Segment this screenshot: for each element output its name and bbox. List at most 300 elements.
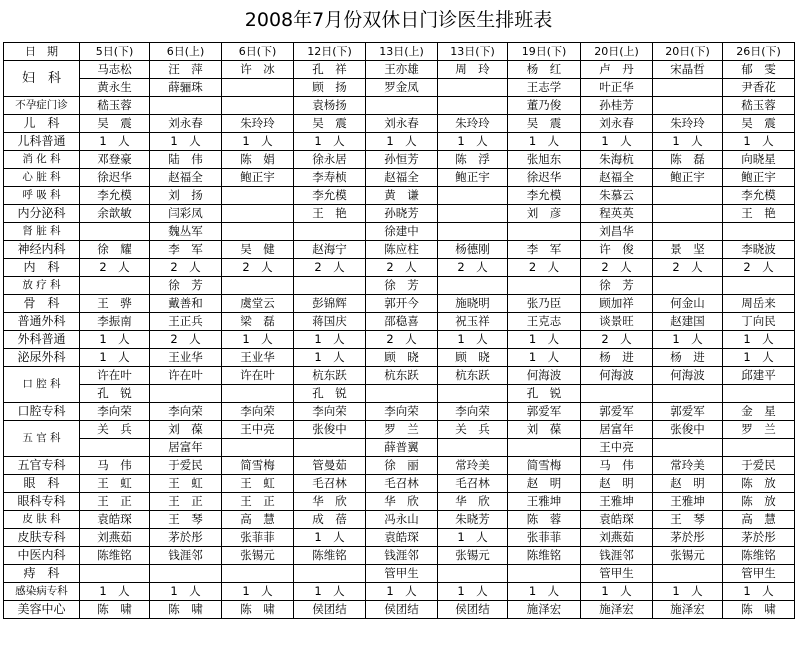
doctor-cell (653, 97, 723, 115)
doctor-cell: 鲍正宇 (653, 169, 723, 187)
doctor-cell: 嵇玉蓉 (80, 97, 150, 115)
department-name: 肾 脏 科 (4, 223, 80, 241)
table-row (4, 205, 795, 223)
doctor-cell: 毛召林 (294, 475, 366, 493)
doctor-cell: 简雪梅 (508, 457, 581, 475)
doctor-cell: 陈维铭 (294, 547, 366, 565)
doctor-cell: 1 人 (294, 583, 366, 601)
doctor-cell (294, 277, 366, 295)
doctor-cell: 1 人 (581, 133, 653, 151)
department-name: 神经内科 (4, 241, 80, 259)
doctor-cell: 吴 震 (294, 115, 366, 133)
doctor-cell: 钱涯邻 (581, 547, 653, 565)
doctor-cell (150, 385, 222, 403)
doctor-cell (723, 277, 795, 295)
doctor-cell: 侯团结 (366, 601, 438, 619)
doctor-cell: 向晓星 (723, 151, 795, 169)
doctor-cell: 2 人 (438, 259, 508, 277)
doctor-cell: 程英英 (581, 205, 653, 223)
department-name: 泌尿外科 (4, 349, 80, 367)
department-name: 普通外科 (4, 313, 80, 331)
doctor-cell: 孔 锐 (80, 385, 150, 403)
doctor-cell: 张锡元 (653, 547, 723, 565)
doctor-cell: 孙晓芳 (366, 205, 438, 223)
doctor-cell: 关 兵 (80, 421, 150, 439)
doctor-cell: 2 人 (80, 259, 150, 277)
doctor-cell: 2 人 (653, 259, 723, 277)
doctor-cell: 周岳来 (723, 295, 795, 313)
doctor-cell: 许在叶 (80, 367, 150, 385)
doctor-cell: 何海波 (581, 367, 653, 385)
doctor-cell: 顾 扬 (294, 79, 366, 97)
doctor-cell (222, 439, 294, 457)
doctor-cell: 2 人 (581, 259, 653, 277)
doctor-cell: 王克志 (508, 313, 581, 331)
doctor-cell: 鲍正宇 (438, 169, 508, 187)
doctor-cell: 1 人 (653, 133, 723, 151)
doctor-cell: 2 人 (581, 331, 653, 349)
department-name: 眼科专科 (4, 493, 80, 511)
doctor-cell: 虞堂云 (222, 295, 294, 313)
doctor-cell: 薛骊珠 (150, 79, 222, 97)
doctor-cell: 李允模 (80, 187, 150, 205)
doctor-cell: 徐迟华 (508, 169, 581, 187)
doctor-cell: 刘 葆 (150, 421, 222, 439)
doctor-cell: 王业华 (222, 349, 294, 367)
department-name: 五 官 科 (4, 421, 80, 457)
doctor-cell (294, 565, 366, 583)
doctor-cell (438, 439, 508, 457)
doctor-cell: 张俊中 (294, 421, 366, 439)
table-row (4, 115, 795, 133)
doctor-cell: 郭爱军 (581, 403, 653, 421)
header-date: 6日(下) (222, 43, 294, 61)
doctor-cell: 1 人 (150, 583, 222, 601)
department-name: 中医内科 (4, 547, 80, 565)
doctor-cell: 华 欣 (294, 493, 366, 511)
doctor-cell: 赵 明 (581, 475, 653, 493)
doctor-cell: 1 人 (438, 133, 508, 151)
doctor-cell: 梁 磊 (222, 313, 294, 331)
doctor-cell (653, 277, 723, 295)
doctor-cell: 陈维铭 (723, 547, 795, 565)
doctor-cell: 张旭东 (508, 151, 581, 169)
doctor-cell: 吴 震 (80, 115, 150, 133)
table-row (4, 259, 795, 277)
doctor-cell: 马 伟 (581, 457, 653, 475)
doctor-cell: 2 人 (366, 259, 438, 277)
doctor-cell: 嵇玉蓉 (723, 97, 795, 115)
doctor-cell: 杨德刚 (438, 241, 508, 259)
doctor-cell: 茅於彤 (653, 529, 723, 547)
table-row (4, 367, 795, 385)
doctor-cell: 朱玲玲 (438, 115, 508, 133)
doctor-cell: 2 人 (150, 259, 222, 277)
doctor-cell: 陈 放 (723, 475, 795, 493)
doctor-cell: 王志学 (508, 79, 581, 97)
doctor-cell: 1 人 (653, 583, 723, 601)
doctor-cell: 王雅坤 (581, 493, 653, 511)
doctor-cell: 王正兵 (150, 313, 222, 331)
doctor-cell: 1 人 (366, 133, 438, 151)
doctor-cell: 张菲菲 (222, 529, 294, 547)
doctor-cell: 汪 萍 (150, 61, 222, 79)
department-name: 消 化 科 (4, 151, 80, 169)
doctor-cell: 1 人 (294, 349, 366, 367)
department-name: 眼 科 (4, 475, 80, 493)
doctor-cell: 赵海宁 (294, 241, 366, 259)
table-row (4, 565, 795, 583)
doctor-cell (653, 79, 723, 97)
doctor-cell: 1 人 (294, 529, 366, 547)
doctor-cell: 陈应柱 (366, 241, 438, 259)
table-row (4, 403, 795, 421)
department-name: 外科普通 (4, 331, 80, 349)
doctor-cell (723, 223, 795, 241)
page-title: 2008年7月份双休日门诊医生排班表 (244, 9, 553, 31)
doctor-cell: 杭东跃 (294, 367, 366, 385)
doctor-cell: 管甲生 (366, 565, 438, 583)
doctor-cell (438, 97, 508, 115)
department-name: 呼 吸 科 (4, 187, 80, 205)
table-row (4, 79, 795, 97)
table-row (4, 169, 795, 187)
doctor-cell: 1 人 (222, 583, 294, 601)
table-row (4, 241, 795, 259)
doctor-cell: 许 冰 (222, 61, 294, 79)
department-name: 心 脏 科 (4, 169, 80, 187)
header-date: 26日(下) (723, 43, 795, 61)
doctor-cell (508, 565, 581, 583)
table-row (4, 223, 795, 241)
doctor-cell: 马 伟 (80, 457, 150, 475)
doctor-cell: 王亦雄 (366, 61, 438, 79)
doctor-cell: 成 蓓 (294, 511, 366, 529)
doctor-cell: 徐 耀 (80, 241, 150, 259)
doctor-cell (508, 439, 581, 457)
doctor-cell: 邵稳喜 (366, 313, 438, 331)
table-row (4, 349, 795, 367)
doctor-cell: 冯永山 (366, 511, 438, 529)
doctor-cell: 余歆敏 (80, 205, 150, 223)
table-row (4, 385, 795, 403)
doctor-cell: 高 慧 (222, 511, 294, 529)
doctor-cell (438, 79, 508, 97)
doctor-cell (222, 97, 294, 115)
doctor-cell: 张锡元 (222, 547, 294, 565)
doctor-cell: 茅於彤 (723, 529, 795, 547)
doctor-cell: 2 人 (222, 259, 294, 277)
doctor-cell: 李寿桢 (294, 169, 366, 187)
doctor-cell (222, 187, 294, 205)
doctor-cell: 陈 放 (723, 493, 795, 511)
doctor-cell (723, 439, 795, 457)
doctor-cell: 顾 晓 (366, 349, 438, 367)
doctor-cell: 黄 谦 (366, 187, 438, 205)
doctor-cell (438, 565, 508, 583)
doctor-cell: 1 人 (723, 583, 795, 601)
doctor-cell: 陈 蓉 (508, 511, 581, 529)
doctor-cell: 蒋国庆 (294, 313, 366, 331)
doctor-cell: 1 人 (294, 133, 366, 151)
doctor-cell: 王 骅 (80, 295, 150, 313)
doctor-cell: 刘燕茹 (581, 529, 653, 547)
doctor-cell (222, 385, 294, 403)
doctor-cell (294, 439, 366, 457)
doctor-cell: 侯团结 (294, 601, 366, 619)
doctor-cell: 徐 芳 (150, 277, 222, 295)
doctor-cell (80, 565, 150, 583)
doctor-cell (438, 385, 508, 403)
doctor-cell (150, 565, 222, 583)
doctor-cell: 孙桂芳 (581, 97, 653, 115)
doctor-cell: 1 人 (366, 583, 438, 601)
doctor-cell (653, 439, 723, 457)
doctor-cell: 徐建中 (366, 223, 438, 241)
doctor-cell: 李向荣 (294, 403, 366, 421)
doctor-cell: 魏丛军 (150, 223, 222, 241)
doctor-cell: 侯团结 (438, 601, 508, 619)
doctor-cell: 1 人 (294, 331, 366, 349)
doctor-cell: 朱海杭 (581, 151, 653, 169)
doctor-cell: 何海波 (508, 367, 581, 385)
doctor-cell: 王 琴 (150, 511, 222, 529)
table-row (4, 187, 795, 205)
table-row (4, 457, 795, 475)
doctor-cell: 赵 明 (653, 475, 723, 493)
doctor-cell: 郭爱军 (508, 403, 581, 421)
doctor-cell: 1 人 (723, 133, 795, 151)
doctor-cell (150, 97, 222, 115)
doctor-cell: 赵福全 (581, 169, 653, 187)
doctor-cell (581, 385, 653, 403)
doctor-cell (80, 439, 150, 457)
doctor-cell: 2 人 (294, 259, 366, 277)
table-row (4, 475, 795, 493)
doctor-cell: 黄永生 (80, 79, 150, 97)
doctor-cell: 王雅坤 (653, 493, 723, 511)
doctor-cell: 郭爱军 (653, 403, 723, 421)
doctor-cell: 赵福全 (150, 169, 222, 187)
doctor-cell: 许在叶 (222, 367, 294, 385)
doctor-cell: 王 艳 (723, 205, 795, 223)
doctor-cell: 2 人 (723, 259, 795, 277)
doctor-cell: 戴善和 (150, 295, 222, 313)
doctor-cell (508, 277, 581, 295)
doctor-cell: 1 人 (438, 331, 508, 349)
doctor-cell: 徐永居 (294, 151, 366, 169)
doctor-cell: 谈景旺 (581, 313, 653, 331)
doctor-cell: 吴 震 (508, 115, 581, 133)
doctor-cell: 李向荣 (438, 403, 508, 421)
doctor-cell: 鲍正宇 (723, 169, 795, 187)
doctor-cell: 王 正 (150, 493, 222, 511)
department-name: 美容中心 (4, 601, 80, 619)
doctor-cell: 尹香花 (723, 79, 795, 97)
doctor-cell: 杨 进 (653, 349, 723, 367)
doctor-cell: 赵福全 (366, 169, 438, 187)
doctor-cell: 居富年 (581, 421, 653, 439)
doctor-cell: 毛召林 (438, 475, 508, 493)
doctor-cell (222, 223, 294, 241)
department-name: 口腔专科 (4, 403, 80, 421)
department-name: 五官专科 (4, 457, 80, 475)
doctor-cell: 陈 浮 (438, 151, 508, 169)
doctor-cell: 张菲菲 (508, 529, 581, 547)
doctor-cell: 陈维铭 (80, 547, 150, 565)
department-name: 放 疗 科 (4, 277, 80, 295)
department-name: 皮 肤 科 (4, 511, 80, 529)
doctor-cell: 陈 啸 (80, 601, 150, 619)
doctor-cell: 景 坚 (653, 241, 723, 259)
doctor-cell: 何金山 (653, 295, 723, 313)
doctor-cell: 李 军 (150, 241, 222, 259)
schedule-table (3, 42, 795, 619)
doctor-cell: 袁杨扬 (294, 97, 366, 115)
doctor-cell (222, 79, 294, 97)
doctor-cell: 王 正 (222, 493, 294, 511)
doctor-cell: 1 人 (723, 349, 795, 367)
doctor-cell: 高 慧 (723, 511, 795, 529)
department-name: 感染病专科 (4, 583, 80, 601)
header-date: 5日(下) (80, 43, 150, 61)
table-row (4, 277, 795, 295)
doctor-cell: 2 人 (150, 331, 222, 349)
department-name: 痔 科 (4, 565, 80, 583)
department-name: 皮肤专科 (4, 529, 80, 547)
doctor-cell: 刘永春 (366, 115, 438, 133)
doctor-cell: 何海波 (653, 367, 723, 385)
doctor-cell: 1 人 (80, 331, 150, 349)
table-row (4, 421, 795, 439)
doctor-cell: 华 欣 (366, 493, 438, 511)
doctor-cell (653, 187, 723, 205)
header-date: 6日(上) (150, 43, 222, 61)
doctor-cell: 1 人 (508, 583, 581, 601)
department-name: 不孕症门诊 (4, 97, 80, 115)
header-date: 20日(上) (581, 43, 653, 61)
doctor-cell: 吴 震 (723, 115, 795, 133)
doctor-cell: 袁皓琛 (80, 511, 150, 529)
table-row (4, 61, 795, 79)
doctor-cell: 简雪梅 (222, 457, 294, 475)
department-name: 口 腔 科 (4, 367, 80, 403)
doctor-cell: 1 人 (438, 529, 508, 547)
doctor-cell: 刘永春 (581, 115, 653, 133)
doctor-cell: 罗金凤 (366, 79, 438, 97)
doctor-cell: 彭锦辉 (294, 295, 366, 313)
doctor-cell: 李晓波 (723, 241, 795, 259)
doctor-cell: 陈 啸 (222, 601, 294, 619)
doctor-cell: 丁向民 (723, 313, 795, 331)
doctor-cell: 王 琴 (653, 511, 723, 529)
doctor-cell: 李允模 (723, 187, 795, 205)
department-name: 儿科普通 (4, 133, 80, 151)
doctor-cell: 李允模 (294, 187, 366, 205)
doctor-cell: 1 人 (80, 583, 150, 601)
doctor-cell (653, 223, 723, 241)
doctor-cell (653, 385, 723, 403)
doctor-cell: 袁皓琛 (366, 529, 438, 547)
doctor-cell: 施晓明 (438, 295, 508, 313)
doctor-cell: 李向荣 (366, 403, 438, 421)
department-name: 儿 科 (4, 115, 80, 133)
department-name: 骨 科 (4, 295, 80, 313)
table-row (4, 493, 795, 511)
doctor-cell: 徐 芳 (366, 277, 438, 295)
doctor-cell: 于爱民 (150, 457, 222, 475)
doctor-cell: 吴 健 (222, 241, 294, 259)
doctor-cell: 李向荣 (80, 403, 150, 421)
doctor-cell: 1 人 (723, 331, 795, 349)
doctor-cell: 许 俊 (581, 241, 653, 259)
department-name: 内分泌科 (4, 205, 80, 223)
doctor-cell: 1 人 (80, 133, 150, 151)
doctor-cell: 施泽宏 (581, 601, 653, 619)
doctor-cell: 1 人 (653, 331, 723, 349)
doctor-cell: 孙恒芳 (366, 151, 438, 169)
department-name: 内 科 (4, 259, 80, 277)
doctor-cell: 张锡元 (438, 547, 508, 565)
doctor-cell: 罗 兰 (366, 421, 438, 439)
doctor-cell: 顾 晓 (438, 349, 508, 367)
doctor-cell: 关 兵 (438, 421, 508, 439)
doctor-cell: 王 虹 (150, 475, 222, 493)
doctor-cell: 钱涯邻 (366, 547, 438, 565)
doctor-cell: 李允模 (508, 187, 581, 205)
doctor-cell (653, 205, 723, 223)
doctor-cell: 徐 芳 (581, 277, 653, 295)
doctor-cell: 朱玲玲 (653, 115, 723, 133)
doctor-cell: 鲍正宇 (222, 169, 294, 187)
doctor-cell: 孔 锐 (508, 385, 581, 403)
doctor-cell: 闫彩凤 (150, 205, 222, 223)
doctor-cell: 朱玲玲 (222, 115, 294, 133)
doctor-cell: 陈 啸 (723, 601, 795, 619)
doctor-cell: 李 军 (508, 241, 581, 259)
table-row (4, 133, 795, 151)
doctor-cell: 王 虹 (222, 475, 294, 493)
doctor-cell: 徐 丽 (366, 457, 438, 475)
doctor-cell: 陆 伟 (150, 151, 222, 169)
table-row (4, 601, 795, 619)
doctor-cell: 杨 红 (508, 61, 581, 79)
doctor-cell: 钱涯邻 (150, 547, 222, 565)
doctor-cell: 薛普翼 (366, 439, 438, 457)
table-row (4, 511, 795, 529)
table-row (4, 295, 795, 313)
doctor-cell: 赵 明 (508, 475, 581, 493)
doctor-cell: 1 人 (508, 349, 581, 367)
doctor-cell: 张俊中 (653, 421, 723, 439)
doctor-cell (80, 223, 150, 241)
doctor-cell: 刘燕茹 (80, 529, 150, 547)
doctor-cell: 朱慕云 (581, 187, 653, 205)
doctor-cell: 王中亮 (222, 421, 294, 439)
doctor-cell: 郭开今 (366, 295, 438, 313)
doctor-cell (222, 565, 294, 583)
doctor-cell: 2 人 (366, 331, 438, 349)
table-row (4, 439, 795, 457)
doctor-cell: 于爱民 (723, 457, 795, 475)
header-date-label: 日 期 (4, 43, 80, 61)
doctor-cell: 宋晶哲 (653, 61, 723, 79)
doctor-cell: 卢 丹 (581, 61, 653, 79)
doctor-cell (438, 277, 508, 295)
doctor-cell: 李向荣 (150, 403, 222, 421)
header-date: 13日(下) (438, 43, 508, 61)
doctor-cell (222, 277, 294, 295)
